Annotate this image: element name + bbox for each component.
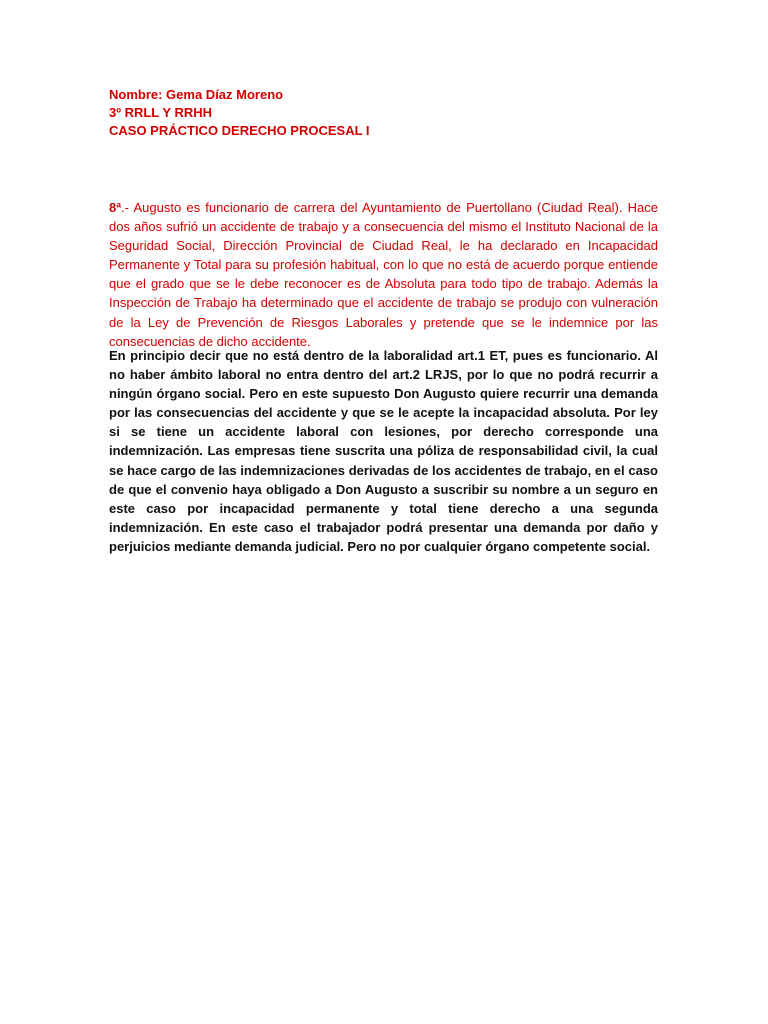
course-name: 3º RRLL Y RRHH	[109, 105, 212, 120]
case-text: .- Augusto es funcionario de carrera del Ayuntamiento de Puertollano (Ciudad Real). Hace dos años sufrió un accidente de trabajo y a consecuencia del mismo el Instituto Nacional de la Seguridad Social, Dirección Provincial de Ciudad Real, le ha declarado en Incapacidad Permanente y Total para su profesión habitual, con lo que no está de acuerdo porque entiende que el grado que se le debe reconocer es de Absoluta para todo tipo de trabajo. Además la Inspección de Trabajo ha determinado que el accidente de trabajo se produjo con vulneración de la Ley de Prevención de Riesgos Laborales y pretende que se le indemnice por las consecuencias de dicho accidente.	[109, 200, 658, 349]
answer-paragraph: En principio decir que no está dentro de la laboralidad art.1 ET, pues es funcionario. Al no haber ámbito laboral no entra dentro del art.2 LRJS, por lo que no podrá recurrir a ningún órgano social. Pero en este supuesto Don Augusto quiere recurrir una demanda por las consecuencias del accidente y que se le acepte la incapacidad absoluta. Por ley si se tiene un accidente laboral con lesiones, por derecho corresponde una indemnización. Las empresas tiene suscrita una póliza de responsabilidad civil, la cual se hace cargo de las indemnizaciones derivadas de los accidentes de trabajo, en el caso de que el convenio haya obligado a Don Augusto a suscribir su nombre a un seguro en este caso por incapacidad permanente y total tiene derecho a una segunda indemnización. En este caso el trabajador podrá presentar una demanda por daño y perjuicios mediante demanda judicial. Pero no por cualquier órgano competente social.	[109, 348, 658, 554]
assignment-title: CASO PRÁCTICO DERECHO PROCESAL I	[109, 123, 370, 138]
student-name: Nombre: Gema Díaz Moreno	[109, 87, 284, 102]
case-number: 8ª	[109, 200, 122, 215]
case-statement	[109, 198, 658, 351]
student-header	[109, 86, 659, 140]
